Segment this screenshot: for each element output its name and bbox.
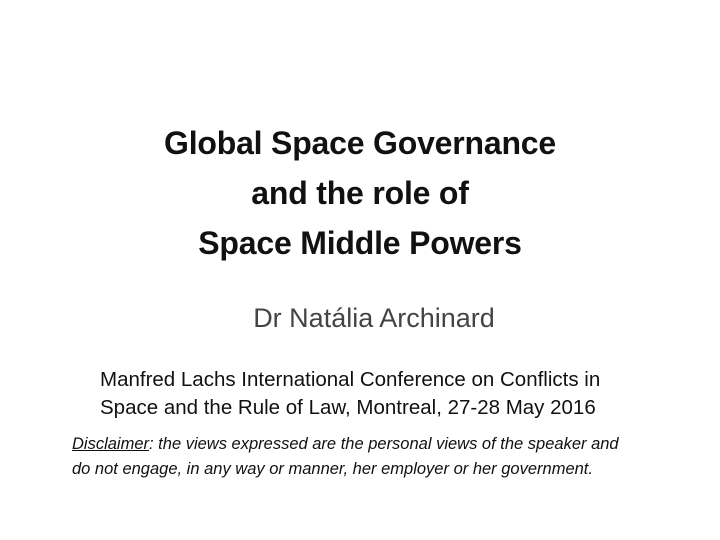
disclaimer-line-1 (72, 432, 712, 457)
author-name: Dr Natália Archinard (253, 303, 495, 333)
disclaimer-line-2: do not engage, in any way or manner, her employer or her government. (72, 460, 593, 478)
slide-title (60, 118, 660, 268)
disclaimer-text-1: : the views expressed are the personal views of the speaker and (149, 435, 619, 453)
disclaimer (72, 432, 712, 482)
title-line-3: Space Middle Powers (198, 225, 522, 261)
disclaimer-label: Disclaimer (72, 435, 150, 453)
conference-line-1: Manfred Lachs International Conference on Conflicts in (100, 368, 601, 391)
conference-info (100, 366, 700, 422)
title-line-1: Global Space Governance (164, 125, 556, 161)
title-line-2: and the role of (251, 175, 469, 211)
conference-line-2: Space and the Rule of Law, Montreal, 27-28 May 2016 (100, 396, 596, 419)
